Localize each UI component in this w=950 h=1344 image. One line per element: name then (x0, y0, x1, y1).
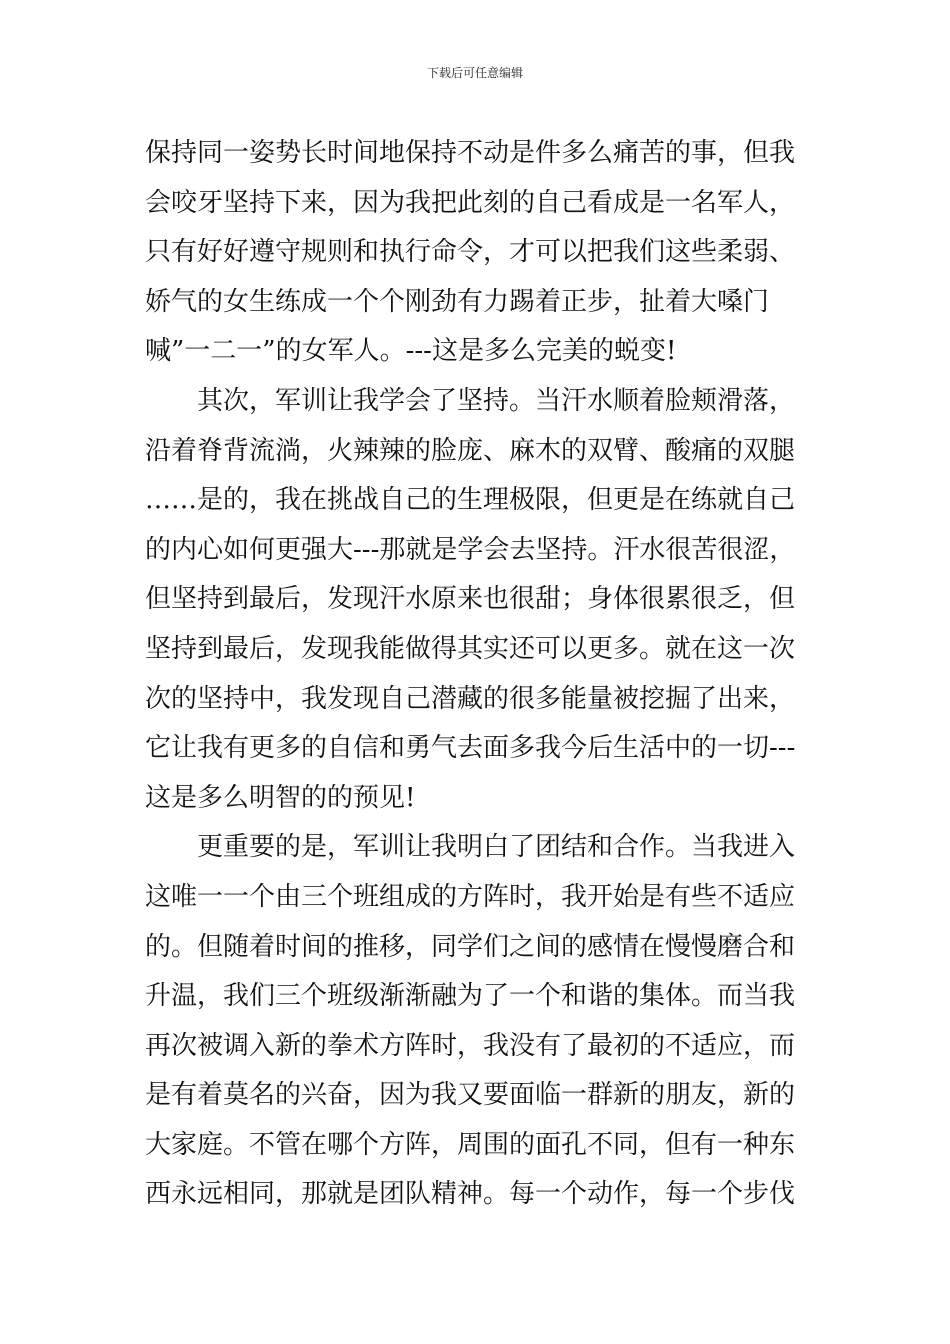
text-line: 这唯一一个由三个班组成的方阵时，我开始是有些不适应 (145, 881, 796, 912)
text-line: 大家庭。不管在哪个方阵，周围的面孔不同，但有一种东 (145, 1129, 796, 1160)
text-line: 升温，我们三个班级渐渐融为了一个和谐的集体。而当我 (145, 981, 796, 1012)
text-line: 但坚持到最后，发现汗水原来也很甜；身体很累很乏，但 (145, 584, 796, 615)
text-line: 是有着莫名的兴奋，因为我又要面临一群新的朋友，新的 (145, 1080, 796, 1111)
text-line: 只有好好遵守规则和执行命令，才可以把我们这些柔弱、 (145, 237, 796, 268)
text-line: 次的坚持中，我发现自己潜藏的很多能量被挖掘了出来， (145, 683, 796, 714)
text-line: ……是的，我在挑战自己的生理极限，但更是在练就自己 (145, 485, 796, 516)
text-line: 娇气的女生练成一个个刚劲有力踢着正步，扯着大嗓门 (145, 286, 770, 317)
body-text (145, 129, 807, 1220)
page-header: 下载后可任意编辑 (426, 66, 523, 80)
paragraph-1 (145, 129, 807, 377)
text-line: 的。但随着时间的推移，同学们之间的感情在慢慢磨合和 (145, 931, 796, 962)
text-line: 会咬牙坚持下来，因为我把此刻的自己看成是一名军人， (145, 187, 796, 218)
text-line: 坚持到最后，发现我能做得其实还可以更多。就在这一次 (145, 633, 796, 664)
text-line: 更重要的是，军训让我明白了团结和合作。当我进入 (197, 832, 796, 863)
text-line: 西永远相同，那就是团队精神。每一个动作，每一个步伐 (145, 1179, 796, 1210)
text-line: 再次被调入新的拳术方阵时，我没有了最初的不适应，而 (145, 1030, 796, 1061)
text-line: 的内心如何更强大---那就是学会去坚持。汗水很苦很涩， (145, 534, 796, 565)
text-line: 保持同一姿势长时间地保持不动是件多么痛苦的事，但我 (145, 138, 796, 168)
text-line: 沿着脊背流淌，火辣辣的脸庞、麻木的双臂、酸痛的双腿 (145, 435, 796, 466)
text-line: 这是多么明智的的预见! (145, 782, 416, 813)
text-line: 喊”一二一”的女军人。---这是多么完美的蜕变! (145, 336, 677, 367)
paragraph-3 (145, 823, 807, 1220)
text-line: 它让我有更多的自信和勇气去面多我今后生活中的一切--- (145, 733, 796, 764)
paragraph-2 (145, 377, 807, 823)
text-line: 其次，军训让我学会了坚持。当汗水顺着脸颊滑落， (197, 385, 796, 416)
